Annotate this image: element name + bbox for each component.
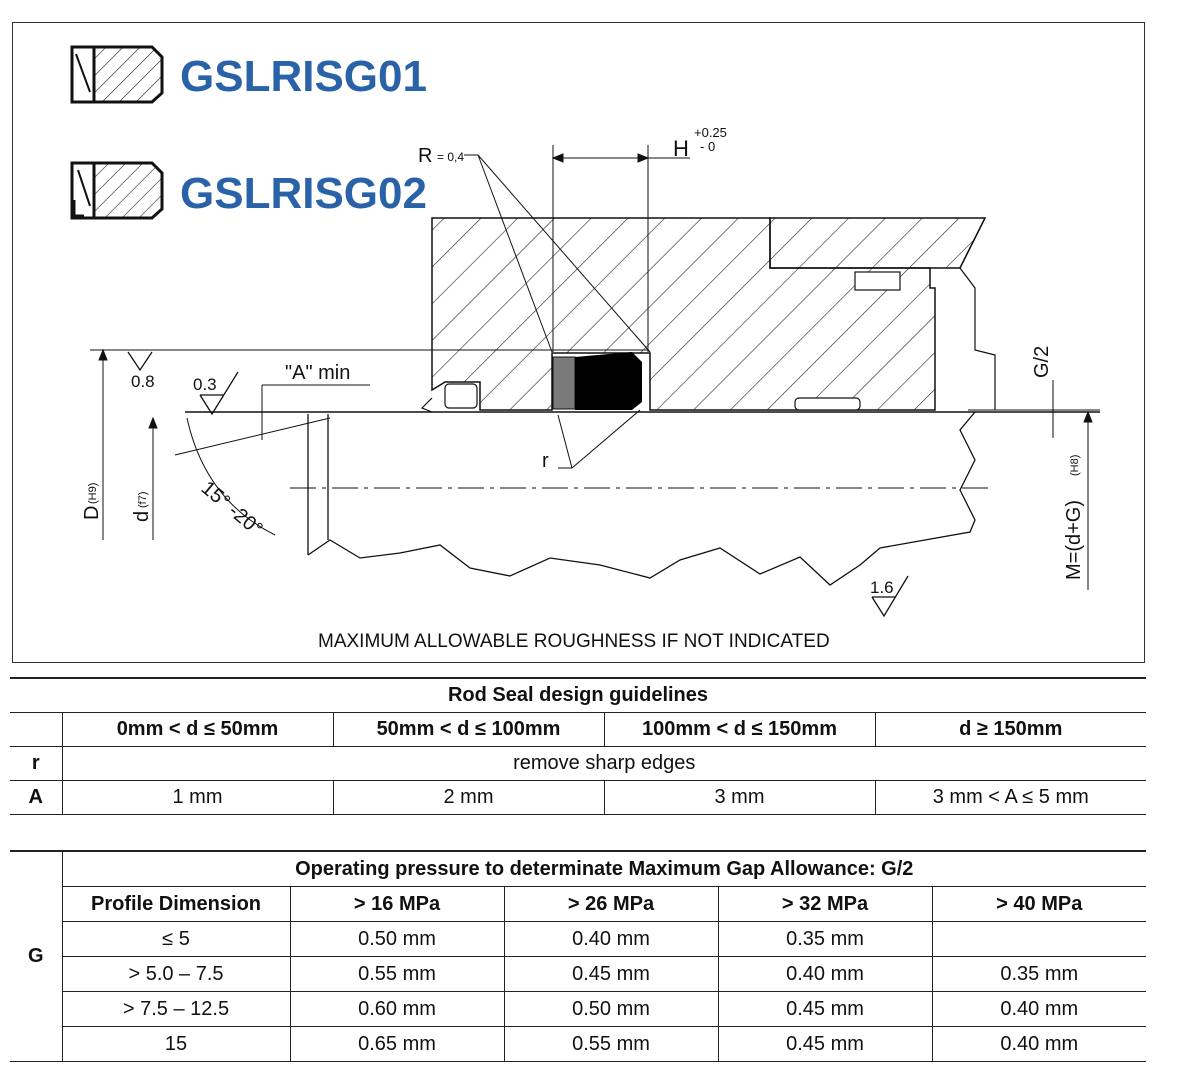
roughness-03-label: 0.3: [193, 375, 217, 394]
table-row: [10, 957, 1146, 992]
bore-fit-label: (H9): [87, 482, 99, 504]
radius-value: = 0,4: [437, 150, 465, 164]
design-col-1: 0mm < d ≤ 50mm: [62, 713, 333, 747]
table-row: [10, 1027, 1146, 1062]
table-cell: > 7.5 – 12.5: [62, 992, 290, 1027]
gap-header-40: > 40 MPa: [932, 887, 1146, 922]
design-row-a-value-4: 3 mm < A ≤ 5 mm: [875, 781, 1146, 815]
design-col-4: d ≥ 150mm: [875, 713, 1146, 747]
table-cell: 0.40 mm: [932, 992, 1146, 1027]
table-row: [10, 922, 1146, 957]
width-tolerance-minus: - 0: [700, 139, 716, 154]
design-row-a-value-2: 2 mm: [333, 781, 604, 815]
table-row: [10, 992, 1146, 1027]
seal-profile-icon: [72, 47, 162, 102]
roughness-16-label: 1.6: [870, 578, 894, 597]
table-cell: 0.55 mm: [290, 957, 504, 992]
radius-label: R: [418, 145, 433, 167]
product-code-1: GSLRISG01: [180, 52, 427, 101]
roughness-symbol-08: [128, 352, 152, 370]
gap-table-title: Operating pressure to determinate Maximum Gap Allowance: G/2: [62, 851, 1146, 887]
product-code-2: GSLRISG02: [180, 169, 427, 218]
gap-header-profile: Profile Dimension: [62, 887, 290, 922]
table-cell: 0.45 mm: [504, 957, 718, 992]
table-cell: 0.40 mm: [504, 922, 718, 957]
table-cell: > 5.0 – 7.5: [62, 957, 290, 992]
gap-header-26: > 26 MPa: [504, 887, 718, 922]
edge-radius-label: r: [542, 450, 549, 472]
design-row-r-label: r: [10, 747, 62, 781]
design-row-a-value-1: 1 mm: [62, 781, 333, 815]
design-table-corner: [10, 713, 62, 747]
rod-seal-design-table: [10, 677, 1146, 815]
bore-diameter-label: D: [81, 505, 103, 520]
seal-profile-with-notch-icon: [72, 163, 162, 218]
design-col-3: 100mm < d ≤ 150mm: [604, 713, 875, 747]
design-row-r-value: remove sharp edges: [62, 747, 1146, 781]
gap-table-row-label: G: [10, 851, 62, 1062]
table-cell: 15: [62, 1027, 290, 1062]
design-table-title: Rod Seal design guidelines: [10, 678, 1146, 713]
table-cell: 0.45 mm: [718, 992, 932, 1027]
width-tolerance-plus: +0.25: [694, 125, 727, 140]
width-label: H: [673, 136, 689, 161]
table-cell: 0.50 mm: [504, 992, 718, 1027]
groove-fit-label: (H8): [1069, 454, 1081, 476]
table-cell: 0.60 mm: [290, 992, 504, 1027]
table-cell: 0.40 mm: [932, 1027, 1146, 1062]
table-cell: [932, 922, 1146, 957]
groove-diameter-label: M=(d+G): [1063, 499, 1085, 580]
rod: [185, 412, 1100, 585]
gap-label: G/2: [1031, 345, 1053, 378]
design-row-a-label: A: [10, 781, 62, 815]
housing-body: [422, 218, 995, 412]
table-cell: ≤ 5: [62, 922, 290, 957]
gap-allowance-table: [10, 850, 1146, 1062]
roughness-note: MAXIMUM ALLOWABLE ROUGHNESS IF NOT INDICATED: [318, 631, 830, 652]
roughness-08-label: 0.8: [131, 372, 155, 391]
design-row-a-value-3: 3 mm: [604, 781, 875, 815]
rod-diameter-label: d: [131, 510, 153, 522]
table-cell: 0.40 mm: [718, 957, 932, 992]
table-cell: 0.35 mm: [932, 957, 1146, 992]
seal-cross-section: [553, 352, 642, 410]
chamfer-angle-label: 15° -20°: [196, 476, 267, 541]
table-cell: 0.65 mm: [290, 1027, 504, 1062]
table-cell: 0.55 mm: [504, 1027, 718, 1062]
gap-header-16: > 16 MPa: [290, 887, 504, 922]
chamfer-min-label: "A" min: [285, 362, 351, 384]
design-col-2: 50mm < d ≤ 100mm: [333, 713, 604, 747]
rod-fit-label: (f7): [137, 491, 149, 508]
table-cell: 0.45 mm: [718, 1027, 932, 1062]
table-cell: 0.35 mm: [718, 922, 932, 957]
table-cell: 0.50 mm: [290, 922, 504, 957]
gap-header-32: > 32 MPa: [718, 887, 932, 922]
